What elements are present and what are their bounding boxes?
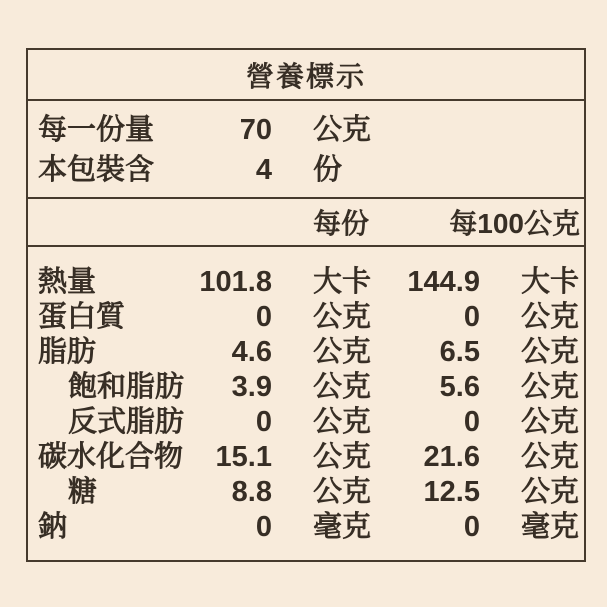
carbohydrate-row [28,440,584,475]
per-100g-value: 0 [463,406,480,438]
nutrient-name: 糖 [68,476,98,508]
nutrition-table [26,48,586,562]
per-serving-unit: 公克 [313,301,372,333]
trans-fat-row [28,405,584,440]
per-serving-value: 0 [255,511,272,543]
servings-per-package-value: 4 [255,153,272,186]
per-serving-value: 0 [255,406,272,438]
per-serving-column-header: 每份 [313,208,370,239]
per-serving-unit: 毫克 [313,511,372,543]
serving-size-row [28,110,584,150]
nutrient-name: 鈉 [38,511,68,543]
fat-row [28,335,584,370]
nutrient-name: 熱量 [38,266,97,298]
per-100g-value: 0 [463,511,480,543]
servings-per-package-unit: 份 [313,153,343,186]
nutrient-name: 飽和脂肪 [68,371,185,403]
saturated-fat-row [28,370,584,405]
sodium-row [28,510,584,545]
per-100g-value: 5.6 [439,371,480,403]
per-100g-unit: 大卡 [521,266,580,298]
per-serving-unit: 公克 [313,336,372,368]
per-100g-value: 21.6 [423,441,480,473]
per-serving-unit: 公克 [313,441,372,473]
per-serving-value: 15.1 [215,441,272,473]
per-serving-unit: 大卡 [313,266,372,298]
per-serving-value: 4.6 [231,336,272,368]
per-100g-unit: 毫克 [521,511,580,543]
servings-per-package-label: 本包裝含 [38,153,155,186]
per-100g-value: 0 [463,301,480,333]
protein-row [28,300,584,335]
serving-size-label: 每一份量 [38,113,155,146]
nutrient-section [28,247,584,545]
per-100g-unit: 公克 [521,476,580,508]
calories-row [28,265,584,300]
servings-per-package-row [28,150,584,190]
per-serving-value: 101.8 [199,266,272,298]
per-serving-unit: 公克 [313,371,372,403]
per-serving-unit: 公克 [313,406,372,438]
nutrient-name: 碳水化合物 [38,441,184,473]
column-header-row [28,199,584,247]
nutrient-name: 反式脂肪 [68,406,185,438]
sugar-row [28,475,584,510]
serving-section [28,101,584,199]
serving-size-value: 70 [239,113,272,146]
per-serving-value: 8.8 [231,476,272,508]
table-title: 營養標示 [245,60,366,92]
per-100g-value: 12.5 [423,476,480,508]
serving-size-unit: 公克 [313,113,372,146]
per-serving-value: 3.9 [231,371,272,403]
per-serving-value: 0 [255,301,272,333]
per-100g-unit: 公克 [521,301,580,333]
per-100g-column-header: 每100公克 [449,208,580,239]
table-title-row [28,50,584,101]
per-100g-unit: 公克 [521,406,580,438]
nutrient-name: 蛋白質 [38,301,126,333]
per-100g-value: 6.5 [439,336,480,368]
nutrient-name: 脂肪 [38,336,97,368]
per-100g-value: 144.9 [407,266,480,298]
per-100g-unit: 公克 [521,441,580,473]
per-serving-unit: 公克 [313,476,372,508]
per-100g-unit: 公克 [521,371,580,403]
per-100g-unit: 公克 [521,336,580,368]
